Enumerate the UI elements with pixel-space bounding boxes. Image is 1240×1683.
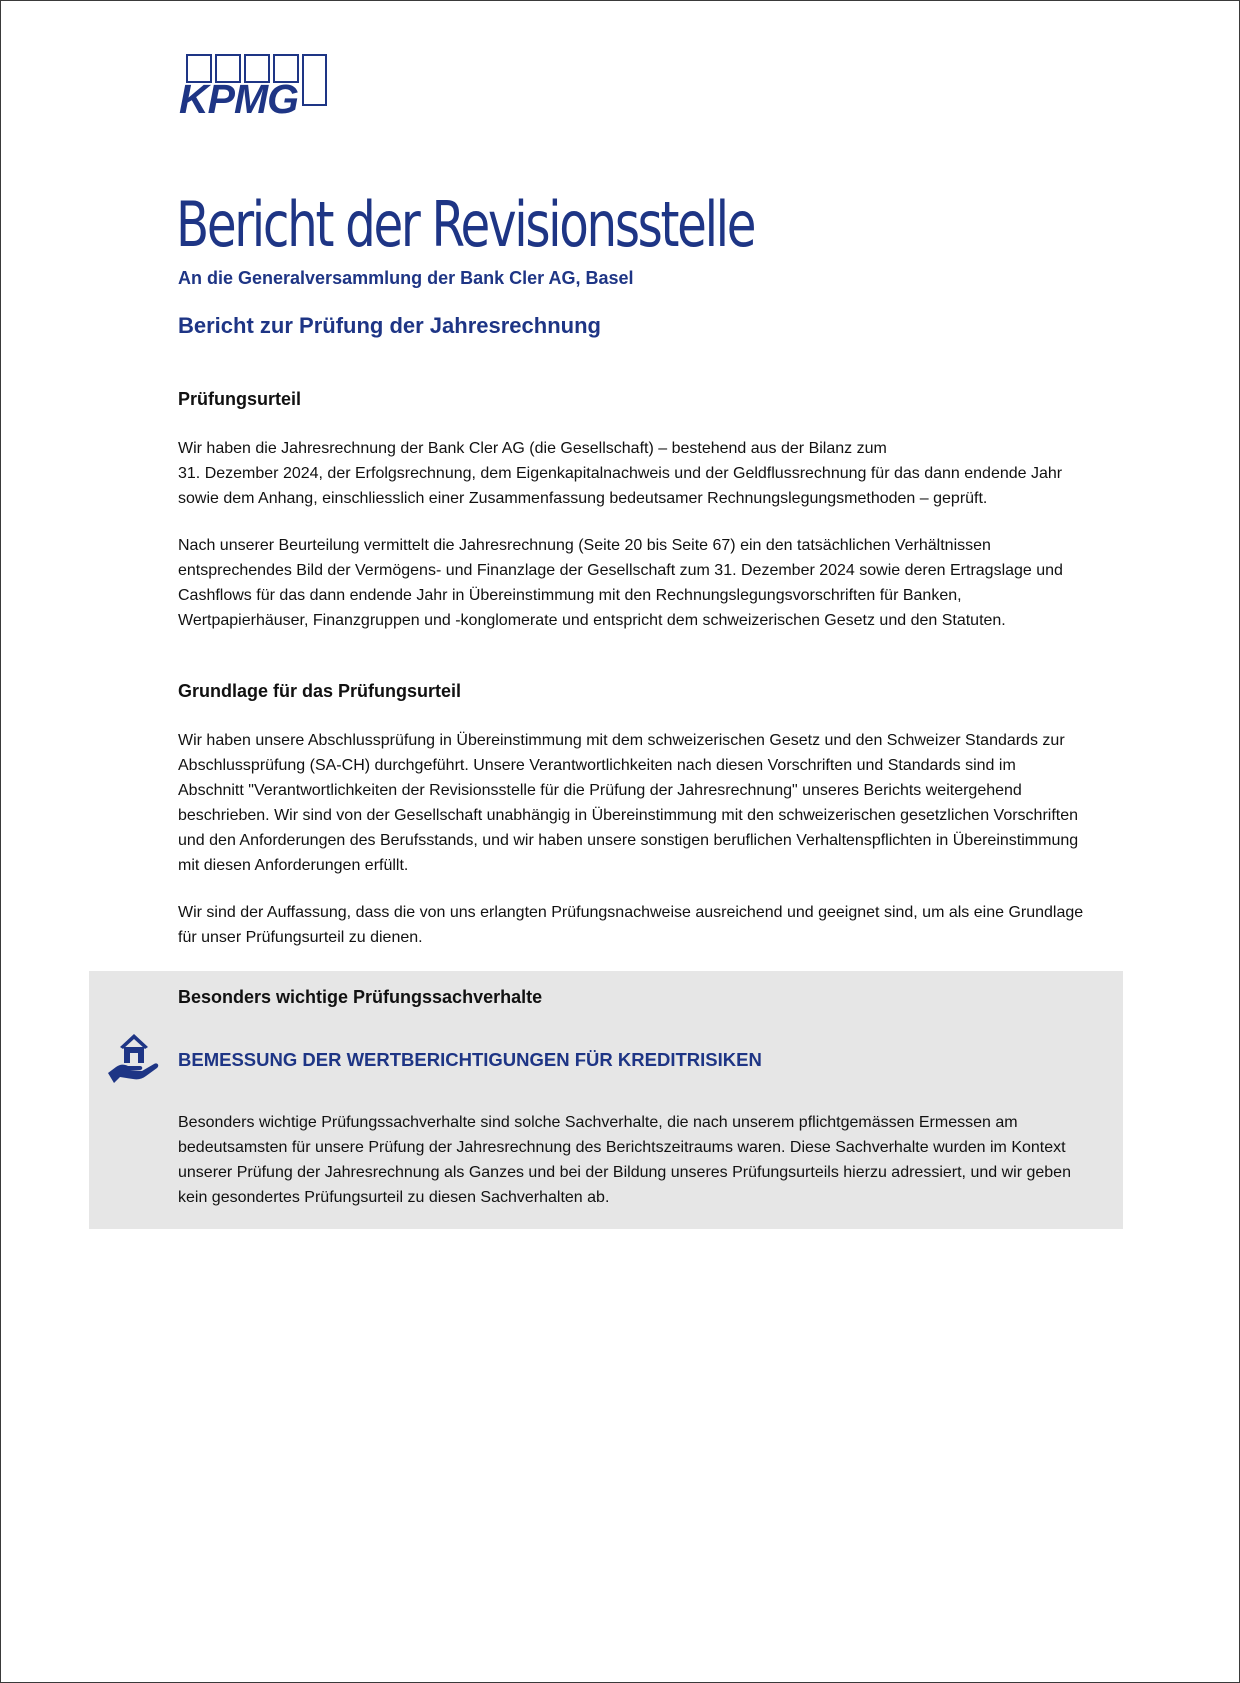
text-line: für unser Prüfungsurteil zu dienen. <box>178 929 423 946</box>
text-line: Wir sind der Auffassung, dass die von uns erlangten Prüfungsnachweise ausreichend und geeignet sind, um als eine Grundlage <box>178 904 1084 921</box>
text-line: mit diesen Anforderungen erfüllt. <box>178 857 409 874</box>
text-line: und den Anforderungen des Berufsstands, und wir haben unsere sonstigen beruflichen Verhaltenspflichten in Übereinstimmung <box>178 832 1079 849</box>
kpmg-logo <box>177 54 327 116</box>
section-title: Bericht zur Prüfung der Jahresrechnung <box>178 313 601 338</box>
text-line: bedeutsamsten für unsere Prüfung der Jahresrechnung des Berichtszeitraums waren. Diese Sachverhalte wurden im Kontext <box>178 1139 1066 1156</box>
text-line: Wertpapierhäuser, Finanzgruppen und -konglomerate und entspricht dem schweizerischen Gesetz und den Statuten. <box>178 612 1006 629</box>
opinion-paragraph-1 <box>178 436 1138 511</box>
key-audit-matters-paragraph <box>178 1110 1138 1210</box>
basis-paragraph-2 <box>178 900 1138 950</box>
text-line: Wir haben die Jahresrechnung der Bank Cler AG (die Gesellschaft) – bestehend aus der Bilanz zum <box>178 440 887 457</box>
text-line: beschrieben. Wir sind von der Gesellschaft unabhängig in Übereinstimmung mit den schweizerischen gesetzlichen Vorschriften <box>178 807 1079 824</box>
kpmg-logo-graphic <box>177 54 327 116</box>
key-audit-matter-topic: BEMESSUNG DER WERTBERICHTIGUNGEN FÜR KREDITRISIKEN <box>178 1049 762 1070</box>
house-in-hand-graphic <box>106 1029 162 1087</box>
text-line: entsprechendes Bild der Vermögens- und Finanzlage der Gesellschaft zum 31. Dezember 2024 sowie deren Ertragslage und <box>178 562 1063 579</box>
opinion-heading: Prüfungsurteil <box>178 389 302 409</box>
text-line: 31. Dezember 2024, der Erfolgsrechnung, dem Eigenkapitalnachweis und der Geldflussrechnung für das dann endende Jahr <box>178 465 1063 482</box>
text-line: Wir haben unsere Abschlussprüfung in Übereinstimmung mit dem schweizerischen Gesetz und den Schweizer Standards zur <box>178 732 1065 749</box>
basis-paragraph-1 <box>178 728 1138 878</box>
text-line: Abschlussprüfung (SA-CH) durchgeführt. Unsere Verantwortlichkeiten nach diesen Vorschriften und Standards sind im <box>178 757 1016 774</box>
text-line: Besonders wichtige Prüfungssachverhalte sind solche Sachverhalte, die nach unserem pflichtgemässen Ermessen am <box>178 1114 1018 1131</box>
text-line: unserer Prüfung der Jahresrechnung als Ganzes und bei der Bildung unseres Prüfungsurteils hierzu adressiert, und wir geben <box>178 1164 1071 1181</box>
text-line: Nach unserer Beurteilung vermittelt die Jahresrechnung (Seite 20 bis Seite 67) ein den tatsächlichen Verhältnissen <box>178 537 991 554</box>
report-title: Bericht der Revisionsstelle <box>176 188 755 261</box>
key-audit-matters-heading: Besonders wichtige Prüfungssachverhalte <box>178 987 543 1007</box>
text-line: Abschnitt "Verantwortlichkeiten der Revisionsstelle für die Prüfung der Jahresrechnung" unseres Berichts weitergehend <box>178 782 1022 799</box>
addressee: An die Generalversammlung der Bank Cler AG, Basel <box>178 268 634 288</box>
kpmg-logo-text: KPMG <box>179 76 298 116</box>
text-line: sowie dem Anhang, einschliesslich einer Zusammenfassung bedeutsamer Rechnungslegungsmethoden – geprüft. <box>178 490 988 507</box>
basis-heading: Grundlage für das Prüfungsurteil <box>178 681 462 701</box>
house-in-hand-icon <box>106 1029 162 1087</box>
text-line: Cashflows für das dann endende Jahr in Übereinstimmung mit den Rechnungslegungsvorschriften für Banken, <box>178 587 962 604</box>
opinion-paragraph-2 <box>178 533 1138 633</box>
text-line: kein gesondertes Prüfungsurteil zu diesen Sachverhalten ab. <box>178 1189 610 1206</box>
